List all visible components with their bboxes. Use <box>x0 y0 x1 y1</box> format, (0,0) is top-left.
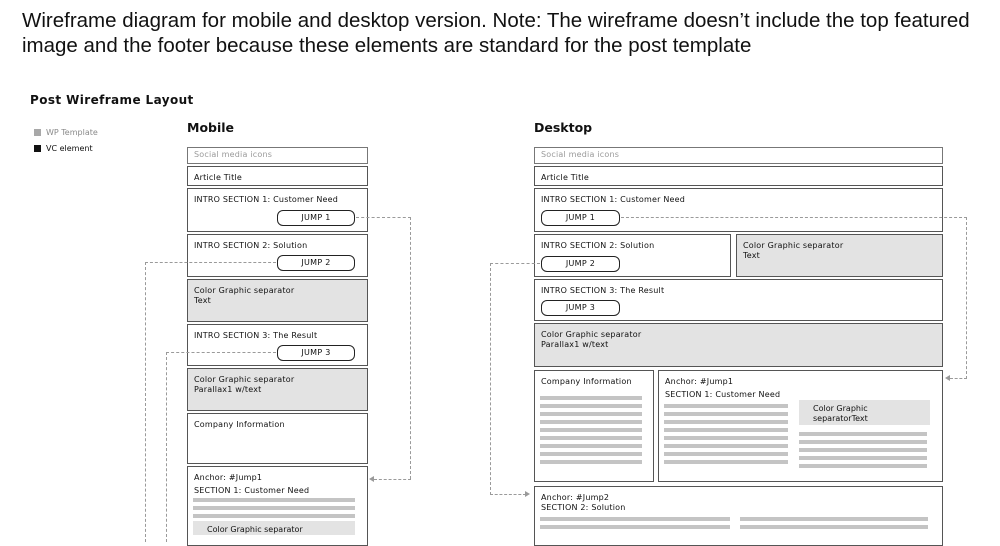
mobile-color-separator-2 <box>187 368 368 411</box>
desktop-article-title-label: Article Title <box>541 173 589 182</box>
desktop-section2-label: SECTION 2: Solution <box>541 503 626 512</box>
mobile-intro2-label: INTRO SECTION 2: Solution <box>194 241 308 250</box>
desktop-inner-color-separator <box>799 400 930 425</box>
desktop-jump-1-button[interactable]: JUMP 1 <box>541 210 620 226</box>
desktop-company-label: Company Information <box>541 377 632 386</box>
mobile-sep1-title: Color Graphic separator <box>194 286 295 295</box>
desktop-sep1-sub: Text <box>743 251 760 260</box>
desktop-jump-2-button[interactable]: JUMP 2 <box>541 256 620 272</box>
desktop-jump1-connector-h2 <box>950 378 967 379</box>
mobile-jump1-connector-v <box>410 217 411 479</box>
desktop-section2-placeholder-lines-left <box>540 517 730 533</box>
mobile-jump-3-button[interactable]: JUMP 3 <box>277 345 355 361</box>
layout-title: Post Wireframe Layout <box>30 93 194 107</box>
desktop-sep3-sub: Text <box>851 414 868 423</box>
desktop-jump2-connector-v <box>490 263 491 495</box>
mobile-article-title <box>187 166 368 186</box>
mobile-company-information <box>187 413 368 464</box>
desktop-social-icons <box>534 147 943 164</box>
desktop-jump1-connector-h1 <box>621 217 967 218</box>
desktop-sep2-title: Color Graphic separator <box>541 330 642 339</box>
mobile-jump1-arrow-icon <box>369 476 374 482</box>
mobile-jump1-connector-h1 <box>356 217 411 218</box>
desktop-section1-placeholder-lines <box>664 404 788 468</box>
desktop-intro1-label: INTRO SECTION 1: Customer Need <box>541 195 686 204</box>
mobile-article-title-label: Article Title <box>194 173 242 182</box>
desktop-color-separator-1 <box>736 234 943 277</box>
wp-template-swatch-icon <box>34 129 41 136</box>
mobile-jump2-connector-h <box>145 262 276 263</box>
mobile-jump3-connector-v <box>166 352 167 542</box>
desktop-section1-label: SECTION 1: Customer Need <box>665 390 781 399</box>
mobile-sep3-title: Color Graphic separator <box>207 525 303 534</box>
mobile-sep2-title: Color Graphic separator <box>194 375 295 384</box>
desktop-sep2-sub: Parallax1 w/text <box>541 340 609 349</box>
mobile-sep2-sub: Parallax1 w/text <box>194 385 262 394</box>
desktop-jump1-arrow-icon <box>945 375 950 381</box>
desktop-jump2-arrow-icon <box>525 491 530 497</box>
desktop-jump1-connector-v <box>966 217 967 379</box>
desktop-jump-3-button[interactable]: JUMP 3 <box>541 300 620 316</box>
mobile-intro3-label: INTRO SECTION 3: The Result <box>194 331 318 340</box>
desktop-section1-placeholder-lines-right <box>799 432 927 472</box>
legend-wp-label: WP Template <box>46 128 98 137</box>
mobile-sep1-sub: Text <box>194 296 211 305</box>
vc-element-swatch-icon <box>34 145 41 152</box>
desktop-heading: Desktop <box>534 120 593 135</box>
mobile-color-separator-1 <box>187 279 368 322</box>
legend-wp-template <box>34 128 98 137</box>
mobile-text-placeholder-lines <box>193 498 355 522</box>
desktop-section2-placeholder-lines-right <box>740 517 928 533</box>
desktop-company-placeholder-lines <box>540 396 642 468</box>
mobile-section1-label: SECTION 1: Customer Need <box>194 486 310 495</box>
mobile-social-icons <box>187 147 368 164</box>
desktop-jump2-connector-h2 <box>490 494 526 495</box>
mobile-jump2-connector-v <box>145 262 146 542</box>
mobile-anchor1-label: Anchor: #Jump1 <box>194 473 263 482</box>
desktop-intro3-label: INTRO SECTION 3: The Result <box>541 286 665 295</box>
mobile-jump-1-button[interactable]: JUMP 1 <box>277 210 355 226</box>
desktop-sep3-title: Color Graphic separator <box>813 404 868 423</box>
desktop-anchor1-label: Anchor: #Jump1 <box>665 377 734 386</box>
desktop-anchor-jump2-section <box>534 486 943 546</box>
mobile-jump3-connector-h <box>166 352 276 353</box>
desktop-anchor2-label: Anchor: #Jump2 <box>541 493 610 502</box>
mobile-intro1-label: INTRO SECTION 1: Customer Need <box>194 195 339 204</box>
caption: Wireframe diagram for mobile and desktop version. Note: The wireframe doesn’t include the top featured image and the footer because these elements are standard for the post template <box>22 9 970 57</box>
mobile-inner-color-separator <box>193 521 355 535</box>
mobile-jump-2-button[interactable]: JUMP 2 <box>277 255 355 271</box>
legend-vc-label: VC element <box>46 144 93 153</box>
legend-vc-element <box>34 144 93 153</box>
desktop-color-separator-2 <box>534 323 943 367</box>
desktop-intro2-label: INTRO SECTION 2: Solution <box>541 241 655 250</box>
mobile-company-label: Company Information <box>194 420 285 429</box>
desktop-article-title <box>534 166 943 186</box>
mobile-jump1-connector-h2 <box>374 479 411 480</box>
mobile-social-label: Social media icons <box>194 150 273 159</box>
desktop-jump2-connector-h1 <box>490 263 540 264</box>
desktop-sep1-title: Color Graphic separator <box>743 241 844 250</box>
mobile-heading: Mobile <box>187 120 235 135</box>
desktop-social-label: Social media icons <box>541 150 620 159</box>
